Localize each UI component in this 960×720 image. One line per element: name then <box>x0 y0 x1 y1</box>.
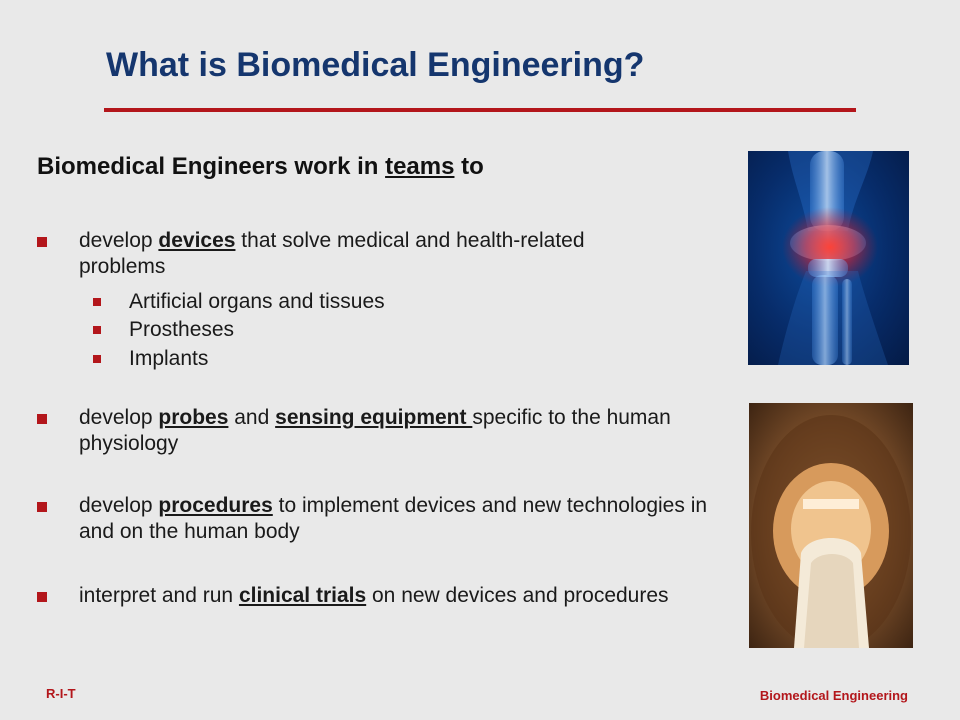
title-divider <box>104 108 856 112</box>
bullet-prefix: interpret and run <box>79 584 239 607</box>
subitem-text: Prostheses <box>129 318 235 341</box>
sub-bullet-square-icon <box>93 355 101 363</box>
bullet-suffix: that solve medical and health-related problems <box>79 229 585 278</box>
sub-bullet-square-icon <box>93 326 101 334</box>
footer-department: Biomedical Engineering <box>759 688 908 703</box>
mri-scanner-image <box>749 403 913 648</box>
bullet-keyword: clinical trials <box>238 584 367 607</box>
lead-suffix: to <box>454 153 484 180</box>
lead-keyword: teams <box>385 153 455 180</box>
bullet-text <box>79 583 709 609</box>
slide-title: What is Biomedical Engineering? <box>106 46 645 84</box>
lead-heading <box>37 153 484 181</box>
bullet-text <box>79 493 709 545</box>
bullet-keyword: probes <box>158 406 229 429</box>
bullet-keyword: procedures <box>158 494 273 517</box>
bullet-square-icon <box>37 502 47 512</box>
bullet-prefix: develop <box>79 229 159 252</box>
footer-rit: R-I-T <box>46 686 76 701</box>
subitem-text: Implants <box>129 347 209 370</box>
bullet-suffix: on new devices and procedures <box>366 584 669 607</box>
bullet-suffix: specific to the human physiology <box>79 406 671 455</box>
knee-xray-image <box>748 151 909 365</box>
subitem-text: Artificial organs and tissues <box>129 290 385 313</box>
bullet-square-icon <box>37 237 47 247</box>
sub-bullet-square-icon <box>93 298 101 306</box>
bullet-square-icon <box>37 592 47 602</box>
bullet-prefix: develop <box>79 494 159 517</box>
bullet-text <box>79 405 709 457</box>
mri-scanner-icon <box>749 403 913 648</box>
lead-prefix: Biomedical Engineers work in <box>37 153 386 180</box>
bullet-suffix: to implement devices and new technologies in and on the human body <box>79 494 708 543</box>
bullet-keyword-2: sensing equipment <box>275 406 473 429</box>
bullet-prefix: develop <box>79 406 159 429</box>
knee-xray-icon <box>748 151 909 365</box>
bullet-middle: and <box>228 406 276 429</box>
bullet-text <box>79 228 649 280</box>
bullet-square-icon <box>37 414 47 424</box>
bullet-keyword: devices <box>158 229 236 252</box>
